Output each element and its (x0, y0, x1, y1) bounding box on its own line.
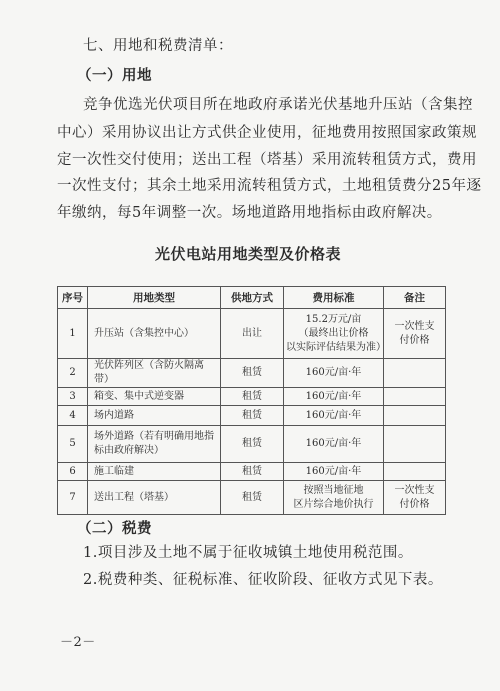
cell-land-type-line: 场内道路 (94, 409, 134, 421)
cell-fee-standard (284, 388, 384, 406)
cell-fee-standard-line: 区片综合地价执行 (293, 498, 374, 510)
cell-no: 6 (58, 463, 88, 481)
cell-land-type (88, 309, 221, 359)
cell-land-type-line: 标由政府解决） (94, 445, 164, 456)
cell-land-type (88, 388, 221, 406)
cell-fee-standard-line: 160元/亩·年 (305, 438, 362, 449)
cell-land-type (88, 406, 221, 426)
cell-land-type-line: 光伏阵列区（含防火隔离带） (94, 360, 204, 385)
cell-supply-method: 租赁 (221, 406, 284, 426)
cell-fee-standard-line: （最终出让价格 (298, 327, 369, 339)
cell-fee-standard-line: 160元/亩·年 (305, 465, 362, 477)
paragraph-line: 定一次性交付使用；送出工程（塔基）采用流转租赁方式，费用 (57, 152, 477, 168)
paragraph-line: 年缴纳，每5年调整一次。场地道路用地指标由政府解决。 (57, 205, 442, 221)
tax-item: 2.税费种类、征税标准、征收阶段、征收方式见下表。 (83, 572, 443, 588)
cell-fee-standard-line: 15.2万元/亩 (305, 313, 362, 325)
cell-fee-standard (284, 359, 384, 388)
cell-no: 1 (58, 309, 88, 359)
table-title: 光伏电站用地类型及价格表 (155, 245, 342, 263)
table-header-row (58, 287, 446, 309)
table-row (58, 463, 446, 481)
tax-item: 1.项目涉及土地不属于征收城镇土地使用税范围。 (83, 545, 413, 561)
cell-no: 7 (58, 481, 88, 515)
cell-land-type (88, 426, 221, 463)
table-row (58, 388, 446, 406)
header-land-type: 用地类型 (88, 287, 221, 309)
cell-fee-standard (284, 463, 384, 481)
cell-supply-method: 租赁 (221, 388, 284, 406)
cell-fee-standard-line: 160元/亩·年 (305, 390, 362, 402)
cell-note (384, 406, 446, 426)
subsection-land-heading: （一）用地 (77, 67, 152, 84)
table-row (58, 359, 446, 388)
cell-fee-standard-line: 160元/亩·年 (305, 367, 362, 378)
cell-no: 2 (58, 359, 88, 388)
cell-note (384, 359, 446, 388)
header-fee-standard: 费用标准 (284, 287, 384, 309)
cell-land-type-line: 升压站（含集控中心） (94, 327, 194, 339)
cell-no: 4 (58, 406, 88, 426)
cell-note-line: 付价格 (399, 498, 430, 510)
paragraph-line: 竞争优选光伏项目所在地政府承诺光伏基地升压站（含集控 (83, 97, 473, 113)
cell-fee-standard (284, 406, 384, 426)
table-row (58, 426, 446, 463)
cell-no: 5 (58, 426, 88, 463)
table-row (58, 481, 446, 515)
cell-supply-method: 租赁 (221, 359, 284, 388)
cell-note (384, 426, 446, 463)
cell-note (384, 481, 446, 515)
paragraph-line: 一次性支付；其余土地采用流转租赁方式，土地租赁费分25年逐 (57, 178, 482, 194)
section-heading: 七、用地和税费清单： (83, 38, 233, 54)
cell-fee-standard-line: 以实际评估结果为准） (286, 341, 386, 353)
cell-note (384, 309, 446, 359)
header-note: 备注 (384, 287, 446, 309)
cell-supply-method: 租赁 (221, 426, 284, 463)
cell-land-type-line: 场外道路（若有明确用地指 (94, 431, 214, 442)
cell-fee-standard (284, 426, 384, 463)
table-row (58, 406, 446, 426)
cell-note (384, 463, 446, 481)
cell-land-type (88, 463, 221, 481)
cell-fee-standard-line: 按照当地征地 (303, 484, 364, 496)
land-price-table (57, 286, 446, 515)
cell-supply-method: 租赁 (221, 481, 284, 515)
cell-land-type-line: 施工临建 (94, 465, 134, 477)
cell-supply-method: 出让 (221, 309, 284, 359)
header-supply-method: 供地方式 (221, 287, 284, 309)
cell-land-type-line: 送出工程（塔基） (94, 491, 174, 503)
cell-land-type (88, 481, 221, 515)
subsection-tax-heading: （二）税费 (77, 520, 152, 537)
cell-fee-standard (284, 481, 384, 515)
cell-fee-standard-line: 160元/亩·年 (305, 409, 362, 421)
table-row (58, 309, 446, 359)
cell-no: 3 (58, 388, 88, 406)
page-number: －2－ (60, 635, 96, 650)
cell-note-line: 付价格 (399, 334, 430, 346)
header-no: 序号 (58, 287, 88, 309)
cell-note-line: 一次性支 (394, 484, 435, 496)
cell-note (384, 388, 446, 406)
paragraph-line: 中心）采用协议出让方式供企业使用，征地费用按照国家政策规 (57, 125, 477, 141)
cell-land-type (88, 359, 221, 388)
cell-land-type-line: 箱变、集中式逆变器 (94, 390, 184, 402)
cell-note-line: 一次性支 (394, 320, 435, 332)
cell-supply-method: 租赁 (221, 463, 284, 481)
cell-fee-standard (284, 309, 384, 359)
